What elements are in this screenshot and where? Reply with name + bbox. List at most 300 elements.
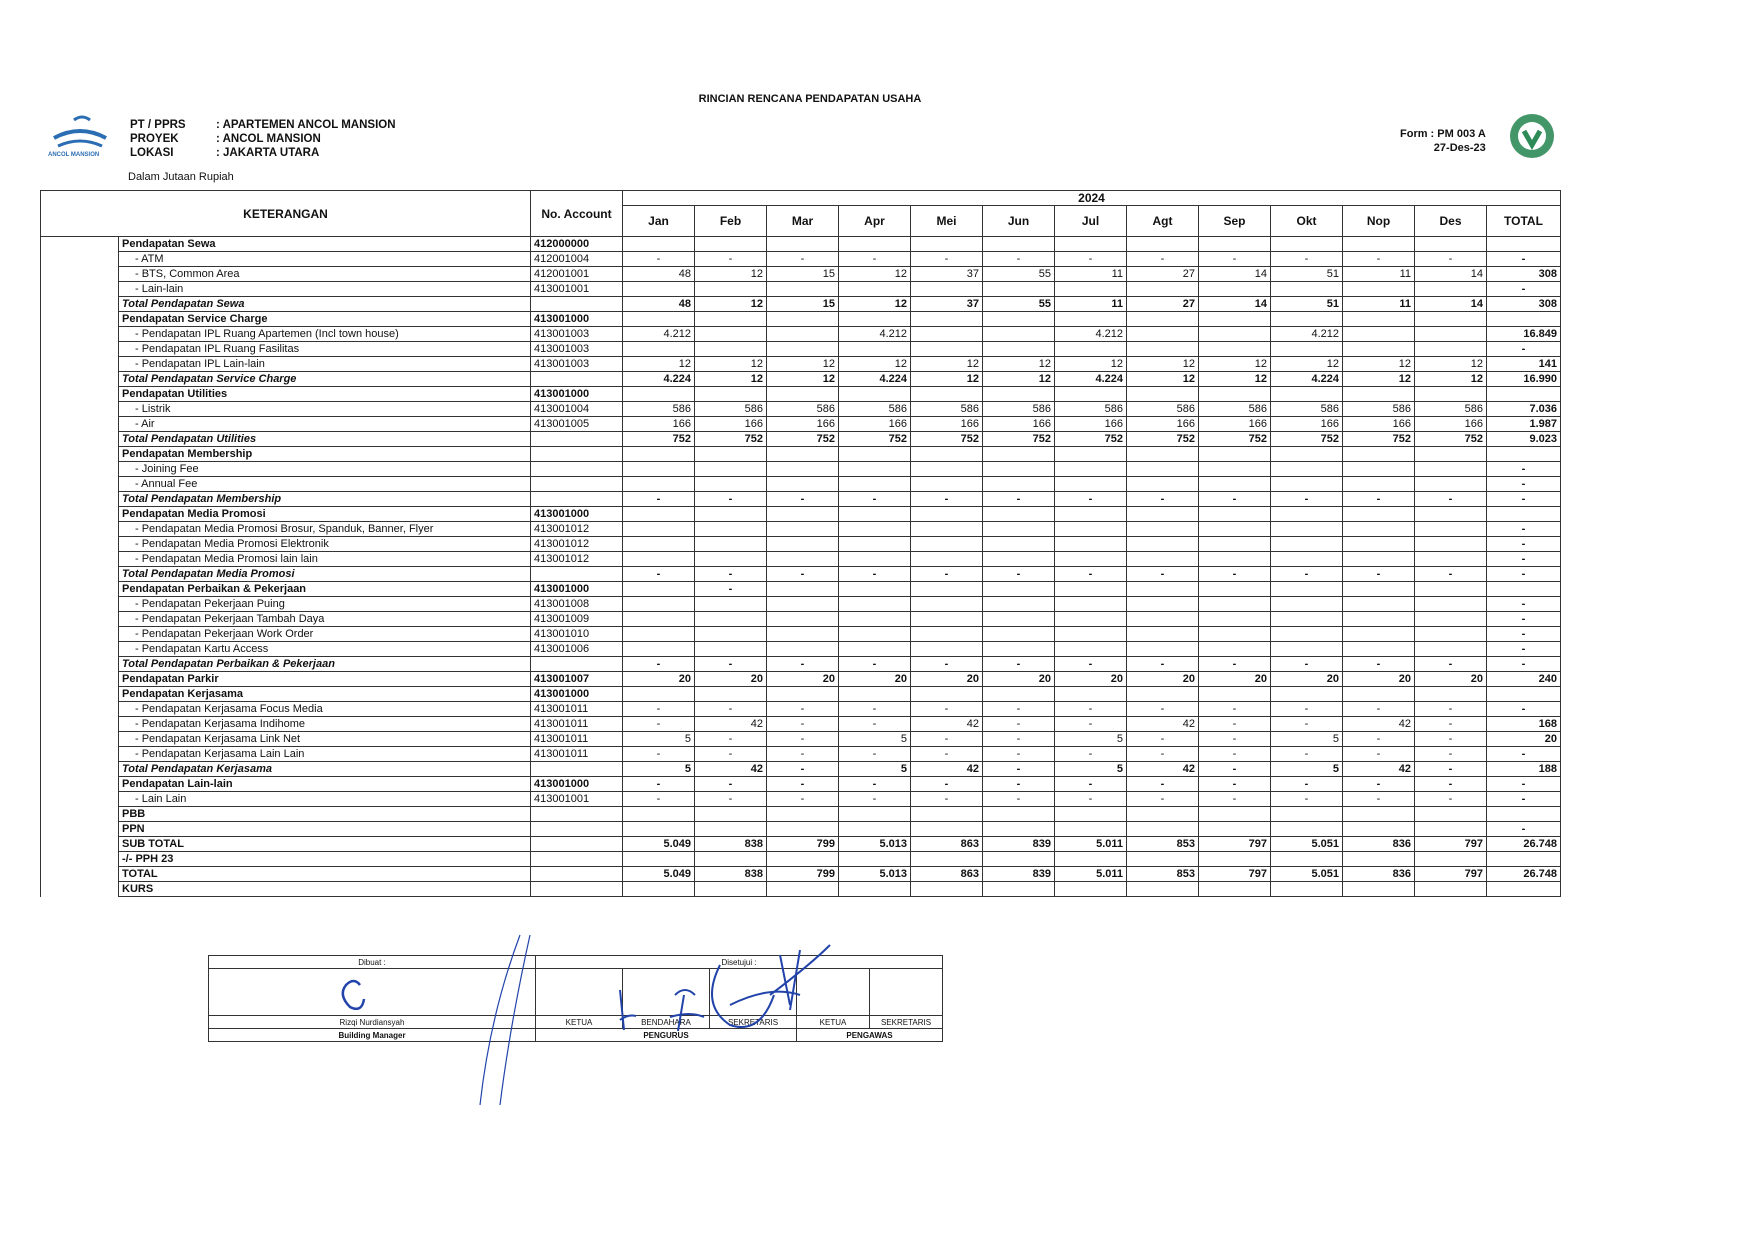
row-month-value xyxy=(767,477,839,492)
row-month-value: - xyxy=(911,657,983,672)
row-description: Pendapatan Service Charge xyxy=(119,312,531,327)
row-month-value: - xyxy=(767,732,839,747)
row-month-value xyxy=(839,597,911,612)
row-total xyxy=(1487,852,1561,867)
row-total: 188 xyxy=(1487,762,1561,777)
row-account: 413001010 xyxy=(531,627,623,642)
row-margin xyxy=(41,867,119,882)
row-month-value: 5 xyxy=(1271,732,1343,747)
row-month-value: - xyxy=(983,732,1055,747)
row-margin xyxy=(41,477,119,492)
row-month-value xyxy=(1271,612,1343,627)
row-month-value xyxy=(1271,312,1343,327)
row-month-value xyxy=(1415,552,1487,567)
row-month-value: 12 xyxy=(1199,357,1271,372)
row-total xyxy=(1487,312,1561,327)
row-month-value xyxy=(1271,507,1343,522)
row-month-value xyxy=(623,597,695,612)
row-month-value: 5 xyxy=(1055,762,1127,777)
row-description: Pendapatan Perbaikan & Pekerjaan xyxy=(119,582,531,597)
table-row xyxy=(41,282,1561,297)
header-row xyxy=(130,132,396,146)
row-month-value: 166 xyxy=(1271,417,1343,432)
row-month-value xyxy=(839,642,911,657)
row-month-value: 12 xyxy=(1127,372,1199,387)
row-month-value: - xyxy=(695,657,767,672)
row-month-value: - xyxy=(1199,717,1271,732)
row-month-value: - xyxy=(983,717,1055,732)
row-month-value xyxy=(1271,237,1343,252)
row-month-value: - xyxy=(839,747,911,762)
row-month-value xyxy=(695,822,767,837)
row-total: - xyxy=(1487,657,1561,672)
row-description: - Air xyxy=(119,417,531,432)
row-month-value: 12 xyxy=(1343,357,1415,372)
row-month-value xyxy=(695,687,767,702)
row-month-value: 752 xyxy=(767,432,839,447)
row-total: - xyxy=(1487,702,1561,717)
row-month-value xyxy=(695,327,767,342)
row-month-value: - xyxy=(1271,252,1343,267)
row-margin xyxy=(41,462,119,477)
row-total: 141 xyxy=(1487,357,1561,372)
row-month-value xyxy=(767,522,839,537)
row-month-value xyxy=(911,387,983,402)
row-description: Total Pendapatan Media Promosi xyxy=(119,567,531,582)
row-month-value xyxy=(1343,237,1415,252)
row-margin xyxy=(41,552,119,567)
row-month-value: 586 xyxy=(623,402,695,417)
row-month-value xyxy=(695,447,767,462)
row-month-value xyxy=(839,387,911,402)
row-month-value xyxy=(1415,822,1487,837)
table-row xyxy=(41,492,1561,507)
row-month-value xyxy=(695,477,767,492)
row-account: 413001011 xyxy=(531,717,623,732)
row-month-value: - xyxy=(767,567,839,582)
row-month-value xyxy=(1343,642,1415,657)
row-month-value xyxy=(695,312,767,327)
row-month-value xyxy=(767,612,839,627)
row-month-value xyxy=(839,627,911,642)
header-year: 2024 xyxy=(623,191,1561,206)
row-account xyxy=(531,372,623,387)
row-month-value xyxy=(1199,327,1271,342)
row-month-value: - xyxy=(1055,747,1127,762)
row-total xyxy=(1487,237,1561,252)
row-description: - Pendapatan Kartu Access xyxy=(119,642,531,657)
row-margin xyxy=(41,402,119,417)
row-month-value xyxy=(911,447,983,462)
row-month-value xyxy=(1271,522,1343,537)
row-month-value: 4.212 xyxy=(1055,327,1127,342)
table-row xyxy=(41,447,1561,462)
row-month-value xyxy=(1271,852,1343,867)
row-account: 413001001 xyxy=(531,282,623,297)
row-month-value: 5 xyxy=(623,762,695,777)
row-month-value xyxy=(1271,687,1343,702)
row-account xyxy=(531,297,623,312)
row-month-value xyxy=(983,597,1055,612)
row-month-value xyxy=(1199,447,1271,462)
row-description: - Pendapatan Media Promosi lain lain xyxy=(119,552,531,567)
row-account xyxy=(531,852,623,867)
row-month-value: 14 xyxy=(1415,267,1487,282)
row-month-value xyxy=(1199,537,1271,552)
row-margin xyxy=(41,432,119,447)
row-margin xyxy=(41,522,119,537)
row-month-value: 12 xyxy=(839,297,911,312)
row-month-value: 48 xyxy=(623,267,695,282)
row-month-value: 27 xyxy=(1127,297,1199,312)
row-month-value xyxy=(1343,687,1415,702)
row-month-value: 799 xyxy=(767,867,839,882)
row-month-value xyxy=(1127,627,1199,642)
row-month-value: - xyxy=(1199,492,1271,507)
row-account: 413001009 xyxy=(531,612,623,627)
table-row xyxy=(41,837,1561,852)
row-month-value: - xyxy=(839,717,911,732)
row-month-value: 166 xyxy=(1055,417,1127,432)
row-account: 412001001 xyxy=(531,267,623,282)
row-month-value xyxy=(911,522,983,537)
row-month-value: 586 xyxy=(911,402,983,417)
row-account: 413001007 xyxy=(531,672,623,687)
row-account xyxy=(531,762,623,777)
row-description: Pendapatan Membership xyxy=(119,447,531,462)
row-month-value xyxy=(767,597,839,612)
row-month-value: 166 xyxy=(1199,417,1271,432)
row-month-value xyxy=(767,852,839,867)
row-month-value xyxy=(1415,282,1487,297)
row-month-value: - xyxy=(1199,747,1271,762)
row-month-value xyxy=(1415,807,1487,822)
table-row xyxy=(41,702,1561,717)
row-month-value xyxy=(1127,612,1199,627)
logo-text: ANCOL MANSION xyxy=(48,152,100,158)
row-month-value: - xyxy=(983,777,1055,792)
row-month-value xyxy=(623,852,695,867)
row-description: - Pendapatan IPL Ruang Fasilitas xyxy=(119,342,531,357)
row-month-value xyxy=(1055,552,1127,567)
row-account xyxy=(531,492,623,507)
row-account: 412000000 xyxy=(531,237,623,252)
row-month-value xyxy=(911,687,983,702)
row-description: Total Pendapatan Membership xyxy=(119,492,531,507)
row-month-value: 838 xyxy=(695,867,767,882)
row-description: - Pendapatan Kerjasama Link Net xyxy=(119,732,531,747)
row-month-value: 5 xyxy=(839,732,911,747)
row-margin xyxy=(41,372,119,387)
row-month-value xyxy=(1199,642,1271,657)
row-month-value xyxy=(1271,537,1343,552)
header-month: Jun xyxy=(983,206,1055,237)
row-month-value: 14 xyxy=(1415,297,1487,312)
form-date: 27-Des-23 xyxy=(1433,142,1486,154)
row-month-value xyxy=(623,642,695,657)
row-account: 413001011 xyxy=(531,702,623,717)
row-description: - BTS, Common Area xyxy=(119,267,531,282)
row-month-value: - xyxy=(1343,492,1415,507)
row-month-value xyxy=(911,552,983,567)
row-month-value xyxy=(767,282,839,297)
header-value: : ANCOL MANSION xyxy=(216,133,321,145)
row-month-value xyxy=(623,882,695,897)
row-month-value xyxy=(983,822,1055,837)
row-month-value xyxy=(695,642,767,657)
row-month-value: - xyxy=(767,492,839,507)
row-month-value: - xyxy=(1127,252,1199,267)
row-month-value: 752 xyxy=(1415,432,1487,447)
row-month-value xyxy=(839,807,911,822)
row-month-value xyxy=(1199,852,1271,867)
table-row xyxy=(41,372,1561,387)
table-row xyxy=(41,642,1561,657)
row-month-value xyxy=(1271,387,1343,402)
row-month-value: - xyxy=(1415,657,1487,672)
row-month-value xyxy=(911,477,983,492)
row-month-value xyxy=(695,807,767,822)
row-month-value xyxy=(695,552,767,567)
row-month-value: 752 xyxy=(623,432,695,447)
row-month-value xyxy=(911,822,983,837)
row-month-value xyxy=(1055,807,1127,822)
row-month-value xyxy=(1343,507,1415,522)
row-account: 413001000 xyxy=(531,312,623,327)
row-month-value xyxy=(1343,852,1415,867)
row-month-value: 20 xyxy=(623,672,695,687)
row-total: - xyxy=(1487,642,1561,657)
row-month-value: 14 xyxy=(1199,267,1271,282)
header-value: : JAKARTA UTARA xyxy=(216,147,320,159)
row-month-value xyxy=(1127,327,1199,342)
table-row xyxy=(41,852,1561,867)
row-total: - xyxy=(1487,492,1561,507)
row-month-value xyxy=(1055,507,1127,522)
header-month: Jul xyxy=(1055,206,1127,237)
row-month-value xyxy=(623,807,695,822)
header-keterangan: KETERANGAN xyxy=(41,191,531,237)
row-month-value xyxy=(1199,612,1271,627)
row-total: - xyxy=(1487,822,1561,837)
row-account: 413001008 xyxy=(531,597,623,612)
handwritten-signatures xyxy=(200,925,920,1105)
row-month-value: - xyxy=(911,747,983,762)
row-month-value xyxy=(1271,282,1343,297)
row-total xyxy=(1487,387,1561,402)
form-number: Form : PM 003 A xyxy=(1400,128,1486,140)
role-ketua: KETUA xyxy=(536,1016,623,1029)
row-account: 413001004 xyxy=(531,402,623,417)
row-month-value: - xyxy=(983,792,1055,807)
row-month-value: - xyxy=(695,492,767,507)
table-row xyxy=(41,402,1561,417)
row-month-value xyxy=(767,507,839,522)
row-month-value xyxy=(1271,477,1343,492)
row-month-value xyxy=(839,312,911,327)
row-month-value: 42 xyxy=(695,717,767,732)
row-month-value xyxy=(1271,447,1343,462)
row-month-value xyxy=(1127,642,1199,657)
row-month-value xyxy=(1127,342,1199,357)
row-month-value xyxy=(983,522,1055,537)
row-month-value: 586 xyxy=(1127,402,1199,417)
row-month-value xyxy=(911,882,983,897)
row-month-value xyxy=(623,312,695,327)
row-month-value: 166 xyxy=(1343,417,1415,432)
row-margin xyxy=(41,492,119,507)
row-month-value xyxy=(1199,477,1271,492)
row-month-value xyxy=(1343,537,1415,552)
row-description: - Annual Fee xyxy=(119,477,531,492)
row-month-value: - xyxy=(911,792,983,807)
row-month-value: 4.224 xyxy=(839,372,911,387)
row-month-value xyxy=(1271,807,1343,822)
role-pengawas-ketua: KETUA xyxy=(797,1016,870,1029)
table-row xyxy=(41,267,1561,282)
row-month-value xyxy=(1055,687,1127,702)
row-description: TOTAL xyxy=(119,867,531,882)
row-month-value xyxy=(1415,342,1487,357)
row-month-value: - xyxy=(767,777,839,792)
table-row xyxy=(41,822,1561,837)
table-row xyxy=(41,522,1561,537)
row-month-value xyxy=(983,642,1055,657)
row-margin xyxy=(41,822,119,837)
row-month-value xyxy=(1055,312,1127,327)
row-margin xyxy=(41,777,119,792)
row-month-value xyxy=(1127,687,1199,702)
row-month-value: - xyxy=(695,747,767,762)
row-month-value: 4.212 xyxy=(623,327,695,342)
table-row xyxy=(41,252,1561,267)
row-month-value xyxy=(1343,312,1415,327)
row-month-value: - xyxy=(983,747,1055,762)
row-month-value xyxy=(1271,627,1343,642)
row-month-value xyxy=(623,387,695,402)
header-month: Agt xyxy=(1127,206,1199,237)
row-month-value xyxy=(839,882,911,897)
row-month-value: - xyxy=(623,702,695,717)
row-month-value xyxy=(911,342,983,357)
row-month-value: - xyxy=(839,792,911,807)
row-month-value: 4.224 xyxy=(1055,372,1127,387)
row-margin xyxy=(41,702,119,717)
row-month-value: 12 xyxy=(911,372,983,387)
row-month-value xyxy=(1271,552,1343,567)
row-month-value: 51 xyxy=(1271,267,1343,282)
row-total: - xyxy=(1487,342,1561,357)
row-month-value xyxy=(1343,447,1415,462)
row-month-value xyxy=(623,447,695,462)
row-month-value: 586 xyxy=(1343,402,1415,417)
table-row xyxy=(41,777,1561,792)
row-month-value: - xyxy=(1271,567,1343,582)
row-month-value: 5 xyxy=(1055,732,1127,747)
row-month-value: 4.212 xyxy=(1271,327,1343,342)
row-month-value: 14 xyxy=(1199,297,1271,312)
row-month-value: 37 xyxy=(911,297,983,312)
row-margin xyxy=(41,837,119,852)
row-month-value xyxy=(911,237,983,252)
row-account: 413001012 xyxy=(531,522,623,537)
row-description: - Pendapatan Media Promosi Elektronik xyxy=(119,537,531,552)
row-margin xyxy=(41,582,119,597)
row-month-value: 4.224 xyxy=(1271,372,1343,387)
row-margin xyxy=(41,252,119,267)
row-month-value xyxy=(1343,327,1415,342)
row-margin xyxy=(41,297,119,312)
row-margin xyxy=(41,747,119,762)
row-month-value: - xyxy=(767,747,839,762)
header-month: Sep xyxy=(1199,206,1271,237)
row-month-value xyxy=(1127,582,1199,597)
row-month-value xyxy=(1415,612,1487,627)
row-month-value xyxy=(1343,462,1415,477)
row-month-value: - xyxy=(1415,747,1487,762)
row-month-value xyxy=(839,462,911,477)
row-margin xyxy=(41,537,119,552)
row-month-value: 12 xyxy=(695,372,767,387)
row-month-value: 12 xyxy=(1199,372,1271,387)
row-month-value: 20 xyxy=(1415,672,1487,687)
row-description: - Pendapatan Pekerjaan Tambah Daya xyxy=(119,612,531,627)
row-total: - xyxy=(1487,627,1561,642)
row-month-value: 42 xyxy=(695,762,767,777)
row-month-value xyxy=(1343,882,1415,897)
table-row xyxy=(41,552,1561,567)
row-month-value xyxy=(1127,852,1199,867)
row-month-value: 20 xyxy=(695,672,767,687)
row-month-value xyxy=(1343,612,1415,627)
row-margin xyxy=(41,762,119,777)
row-total xyxy=(1487,582,1561,597)
row-month-value xyxy=(1127,447,1199,462)
row-month-value: - xyxy=(623,657,695,672)
row-month-value xyxy=(983,462,1055,477)
row-total: - xyxy=(1487,777,1561,792)
row-month-value: 586 xyxy=(1415,402,1487,417)
row-month-value: - xyxy=(1415,492,1487,507)
row-month-value xyxy=(695,882,767,897)
row-month-value xyxy=(1343,552,1415,567)
row-month-value xyxy=(1127,387,1199,402)
row-description: - Pendapatan Pekerjaan Puing xyxy=(119,597,531,612)
table-row xyxy=(41,762,1561,777)
row-month-value: 55 xyxy=(983,297,1055,312)
row-month-value: - xyxy=(1127,492,1199,507)
row-total: 16.849 xyxy=(1487,327,1561,342)
row-month-value xyxy=(1055,642,1127,657)
row-month-value xyxy=(1271,582,1343,597)
header-info xyxy=(130,118,396,160)
row-month-value: - xyxy=(1343,732,1415,747)
row-month-value: - xyxy=(1199,252,1271,267)
row-account xyxy=(531,477,623,492)
row-description: - Pendapatan IPL Lain-lain xyxy=(119,357,531,372)
header-label: PT / PPRS xyxy=(130,119,186,131)
row-month-value: - xyxy=(767,762,839,777)
table-row xyxy=(41,882,1561,897)
table-row xyxy=(41,657,1561,672)
row-month-value xyxy=(1415,597,1487,612)
row-month-value: - xyxy=(983,657,1055,672)
row-month-value: - xyxy=(1343,792,1415,807)
row-month-value xyxy=(623,522,695,537)
row-month-value xyxy=(767,882,839,897)
row-margin xyxy=(41,387,119,402)
header-month: Mar xyxy=(767,206,839,237)
